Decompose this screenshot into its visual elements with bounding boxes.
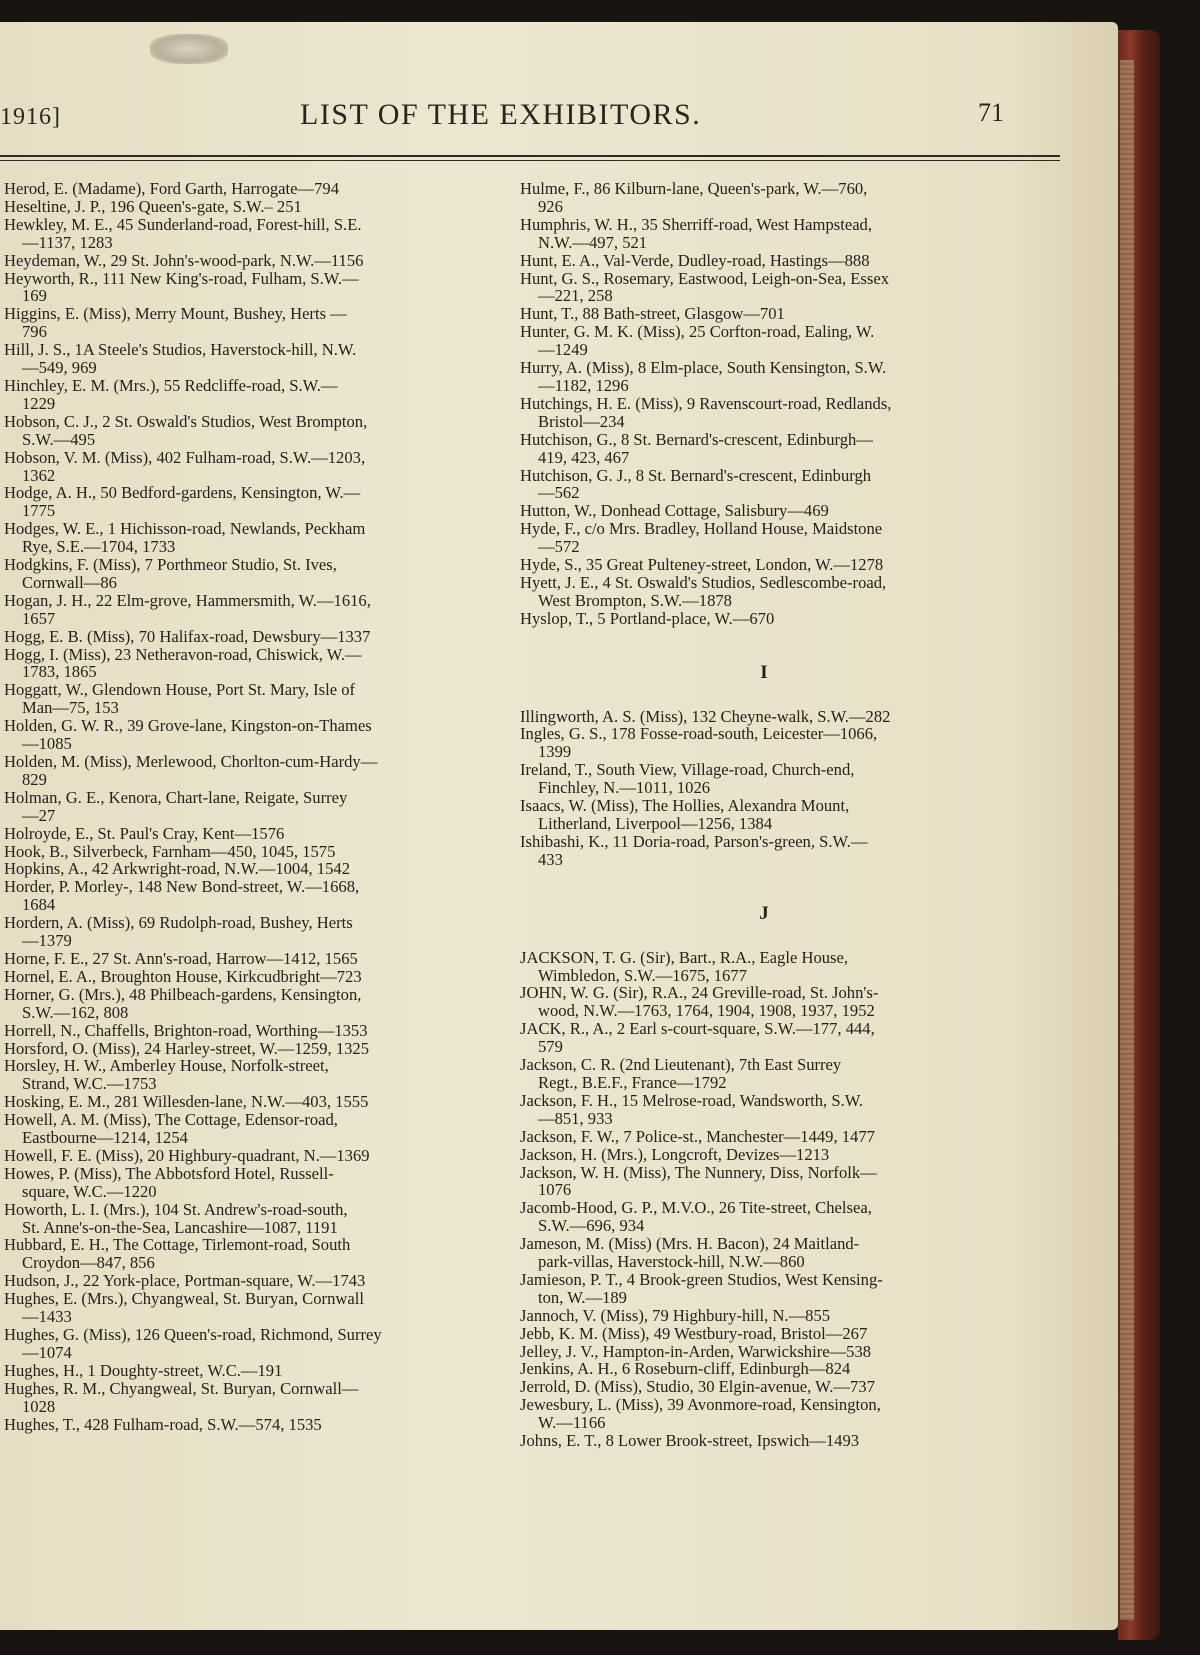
exhibitor-entry	[520, 1056, 1008, 1092]
exhibitor-entry	[520, 725, 1008, 761]
exhibitor-entry	[4, 1057, 492, 1093]
exhibitor-entry	[4, 628, 492, 646]
exhibitor-entry	[520, 520, 1008, 556]
entry-line: Illingworth, A. S. (Miss), 132 Cheyne-walk, S.W.—282	[520, 706, 891, 726]
exhibitor-entry	[520, 1235, 1008, 1271]
entry-line: Howell, A. M. (Miss), The Cottage, Edensor-road,	[4, 1110, 338, 1130]
entry-line: Jelley, J. V., Hampton-in-Arden, Warwickshire—538	[520, 1341, 872, 1361]
entry-continuation: Eastbourne—1214, 1254	[22, 1128, 188, 1148]
exhibitor-entry	[520, 574, 1008, 610]
entry-line: Hoggatt, W., Glendown House, Port St. Mary, Isle of	[4, 680, 356, 700]
entry-line: Horsford, O. (Miss), 24 Harley-street, W.—1259, 1325	[4, 1038, 370, 1058]
exhibitor-entry	[4, 825, 492, 843]
exhibitor-entry	[520, 180, 1008, 216]
entry-line: Hunt, G. S., Rosemary, Eastwood, Leigh-on-Sea, Essex	[520, 268, 889, 288]
entry-line: Hornel, E. A., Broughton House, Kirkcudbright—723	[4, 966, 362, 986]
exhibitor-entry	[520, 708, 1008, 726]
entry-continuation: 1783, 1865	[22, 662, 97, 682]
entry-line: JACK, R., A., 2 Earl s-court-square, S.W.—177, 444,	[520, 1019, 875, 1039]
entry-continuation: S.W.—162, 808	[22, 1002, 129, 1022]
exhibitor-entry	[520, 1092, 1008, 1128]
entry-line: Hill, J. S., 1A Steele's Studios, Haverstock-hill, N.W.	[4, 340, 357, 360]
entry-line: Hinchley, E. M. (Mrs.), 55 Redcliffe-road, S.W.—	[4, 375, 338, 395]
exhibitor-entry	[520, 1164, 1008, 1200]
entry-continuation: —1085	[22, 734, 72, 754]
entry-line: Holman, G. E., Kenora, Chart-lane, Reigate, Surrey	[4, 787, 348, 807]
entry-line: Hurry, A. (Miss), 8 Elm-place, South Kensington, S.W.	[520, 358, 887, 378]
exhibitor-entry	[520, 610, 1008, 628]
exhibitor-entry	[520, 1325, 1008, 1343]
entry-line: Jackson, F. H., 15 Melrose-road, Wandsworth, S.W.	[520, 1090, 864, 1110]
entry-line: Horsley, H. W., Amberley House, Norfolk-street,	[4, 1056, 329, 1076]
exhibitor-entry	[4, 878, 492, 914]
header-rule	[0, 155, 1060, 157]
entry-line: Hogan, J. H., 22 Elm-grove, Hammersmith, W.—1616,	[4, 590, 371, 610]
exhibitor-entry	[4, 1272, 492, 1290]
entry-continuation: park-villas, Haverstock-hill, N.W.—860	[538, 1252, 805, 1272]
entry-line: Jewesbury, L. (Miss), 39 Avonmore-road, Kensington,	[520, 1395, 881, 1415]
entry-continuation: —1074	[22, 1342, 72, 1362]
page-stack	[1120, 60, 1134, 1620]
exhibitor-entry	[520, 797, 1008, 833]
exhibitor-entry	[4, 592, 492, 628]
entry-line: Holden, G. W. R., 39 Grove-lane, Kingston-on-Thames	[4, 716, 372, 736]
entry-line: Hogg, E. B. (Miss), 70 Halifax-road, Dewsbury—1337	[4, 626, 371, 646]
exhibitor-entry	[4, 789, 492, 825]
entry-continuation: St. Anne's-on-the-Sea, Lancashire—1087, 1191	[22, 1217, 338, 1237]
entry-line: Hopkins, A., 42 Arkwright-road, N.W.—1004, 1542	[4, 859, 350, 879]
exhibitor-entry	[520, 395, 1008, 431]
entries-i	[520, 708, 1008, 869]
entry-line: Jacomb-Hood, G. P., M.V.O., 26 Tite-street, Chelsea,	[520, 1198, 872, 1218]
exhibitor-entry	[520, 431, 1008, 467]
entry-line: Hubbard, E. H., The Cottage, Tirlemont-road, South	[4, 1235, 351, 1255]
exhibitor-entry	[4, 843, 492, 861]
exhibitor-entry	[4, 1111, 492, 1147]
exhibitor-entry	[4, 681, 492, 717]
header-rule-thin	[0, 160, 1060, 161]
entry-line: Hyde, F., c/o Mrs. Bradley, Holland House, Maidstone	[520, 519, 883, 539]
entry-line: Hughes, E. (Mrs.), Chyangweal, St. Buryan, Cornwall	[4, 1289, 364, 1309]
thumb-mark	[150, 34, 228, 64]
entry-line: Humphris, W. H., 35 Sherriff-road, West Hampstead,	[520, 214, 872, 234]
exhibitor-entry	[520, 1378, 1008, 1396]
entry-line: Jackson, H. (Mrs.), Longcroft, Devizes—1213	[520, 1144, 830, 1164]
entry-continuation: —1137, 1283	[22, 232, 113, 252]
section-heading-i: I	[760, 661, 768, 683]
entry-continuation: 1399	[538, 742, 572, 762]
exhibitor-entry	[4, 1290, 492, 1326]
exhibitor-entry	[4, 180, 492, 198]
exhibitor-entry	[4, 1147, 492, 1165]
entry-line: Howes, P. (Miss), The Abbotsford Hotel, Russell-	[4, 1163, 334, 1183]
page-number: 71	[978, 98, 1004, 127]
entry-line: Hordern, A. (Miss), 69 Rudolph-road, Bushey, Herts	[4, 913, 353, 933]
exhibitor-entry	[520, 1271, 1008, 1307]
entry-line: Horrell, N., Chaffells, Brighton-road, Worthing—1353	[4, 1020, 368, 1040]
entry-continuation: wood, N.W.—1763, 1764, 1904, 1908, 1937, 1952	[538, 1001, 875, 1021]
running-header	[0, 94, 1118, 134]
entry-line: Hyett, J. E., 4 St. Oswald's Studios, Sedlescombe-road,	[520, 572, 887, 592]
exhibitor-entry	[520, 1199, 1008, 1235]
exhibitor-entry	[4, 556, 492, 592]
entry-continuation: Man—75, 153	[22, 698, 119, 718]
exhibitor-entry	[520, 323, 1008, 359]
exhibitor-entry	[520, 556, 1008, 574]
entry-continuation: 169	[22, 286, 47, 306]
exhibitor-entry	[4, 717, 492, 753]
exhibitor-entry	[4, 341, 492, 377]
entry-line: Jerrold, D. (Miss), Studio, 30 Elgin-avenue, W.—737	[520, 1377, 875, 1397]
exhibitor-entry	[520, 270, 1008, 306]
exhibitor-entry	[4, 1165, 492, 1201]
exhibitor-entry	[520, 359, 1008, 395]
entry-continuation: Strand, W.C.—1753	[22, 1074, 157, 1094]
exhibitor-entry	[520, 833, 1008, 869]
exhibitor-entry	[4, 305, 492, 341]
entry-continuation: Croydon—847, 856	[22, 1253, 155, 1273]
entry-line: Higgins, E. (Miss), Merry Mount, Bushey, Herts —	[4, 304, 347, 324]
entry-continuation: 579	[538, 1037, 563, 1057]
entry-continuation: —549, 969	[22, 358, 97, 378]
exhibitor-entry	[520, 467, 1008, 503]
entry-continuation: 419, 423, 467	[538, 447, 630, 467]
exhibitor-entry	[4, 270, 492, 306]
entry-line: Hughes, T., 428 Fulham-road, S.W.—574, 1535	[4, 1414, 322, 1434]
entry-line: Jameson, M. (Miss) (Mrs. H. Bacon), 24 Maitland-	[520, 1234, 860, 1254]
entry-continuation: Regt., B.E.F., France—1792	[538, 1072, 727, 1092]
entry-line: Horne, F. E., 27 St. Ann's-road, Harrow—1412, 1565	[4, 948, 358, 968]
entry-continuation: 926	[538, 196, 563, 216]
entry-line: Hutchings, H. E. (Miss), 9 Ravenscourt-road, Redlands,	[520, 393, 892, 413]
entry-continuation: —562	[538, 483, 580, 503]
entry-continuation: Litherland, Liverpool—1256, 1384	[538, 814, 773, 833]
entry-line: Jenkins, A. H., 6 Roseburn-cliff, Edinburgh—824	[520, 1359, 851, 1379]
entry-continuation: Finchley, N.—1011, 1026	[538, 778, 711, 798]
entry-line: Isaacs, W. (Miss), The Hollies, Alexandra Mount,	[520, 796, 850, 816]
exhibitor-entry	[4, 413, 492, 449]
book-page	[0, 22, 1118, 1630]
entry-continuation: 1028	[22, 1396, 56, 1416]
entry-continuation: 1076	[538, 1180, 572, 1200]
entry-line: Heseltine, J. P., 196 Queen's-gate, S.W.– 251	[4, 196, 302, 216]
exhibitor-entry	[520, 1128, 1008, 1146]
entry-continuation: 1684	[22, 895, 56, 915]
entry-line: Hobson, C. J., 2 St. Oswald's Studios, West Brompton,	[4, 411, 368, 431]
exhibitor-entry	[4, 252, 492, 270]
entry-continuation: Cornwall—86	[22, 572, 117, 592]
exhibitor-entry	[520, 1360, 1008, 1378]
entry-line: Heydeman, W., 29 St. John's-wood-park, N.W.—1156	[4, 250, 364, 270]
exhibitor-entry	[520, 949, 1008, 985]
entry-line: Herod, E. (Madame), Ford Garth, Harrogate—794	[4, 179, 339, 198]
entries-h	[520, 180, 1008, 628]
entries-j	[520, 949, 1008, 1450]
entry-line: JACKSON, T. G. (Sir), Bart., R.A., Eagle House,	[520, 947, 849, 967]
exhibitor-entry	[4, 753, 492, 789]
entry-continuation: ton, W.—189	[538, 1287, 627, 1307]
exhibitor-entry	[4, 1380, 492, 1416]
entry-line: Hughes, R. M., Chyangweal, St. Buryan, Cornwall—	[4, 1378, 359, 1398]
entry-line: Holroyde, E., St. Paul's Cray, Kent—1576	[4, 823, 285, 843]
section-heading-j: J	[759, 902, 769, 924]
exhibitor-entry	[520, 1343, 1008, 1361]
entry-continuation: Wimbledon, S.W.—1675, 1677	[538, 965, 747, 985]
entry-continuation: S.W.—495	[22, 429, 96, 449]
entry-continuation: 433	[538, 849, 563, 869]
exhibitor-entry	[4, 1040, 492, 1058]
entry-line: Hudson, J., 22 York-place, Portman-square, W.—1743	[4, 1271, 366, 1291]
entry-continuation: —851, 933	[538, 1108, 613, 1128]
entry-line: Hutchison, G. J., 8 St. Bernard's-crescent, Edinburgh	[520, 465, 872, 485]
exhibitor-entry	[520, 216, 1008, 252]
entry-continuation: —1249	[538, 340, 588, 360]
exhibitor-entry	[4, 1326, 492, 1362]
entry-line: Howell, F. E. (Miss), 20 Highbury-quadrant, N.—1369	[4, 1145, 370, 1165]
entry-line: Hughes, G. (Miss), 126 Queen's-road, Richmond, Surrey	[4, 1325, 382, 1344]
entry-line: Holden, M. (Miss), Merlewood, Chorlton-cum-Hardy—	[4, 752, 378, 771]
entry-line: Jannoch, V. (Miss), 79 Highbury-hill, N.—855	[520, 1305, 831, 1325]
entry-line: Hunter, G. M. K. (Miss), 25 Corfton-road, Ealing, W.	[520, 322, 875, 342]
exhibitor-entry	[520, 1432, 1008, 1450]
exhibitor-entry	[520, 1146, 1008, 1164]
entry-line: Hutton, W., Donhead Cottage, Salisbury—469	[520, 501, 829, 521]
exhibitor-entry	[4, 377, 492, 413]
exhibitor-entry	[4, 1201, 492, 1237]
entry-line: Jebb, K. M. (Miss), 49 Westbury-road, Bristol—267	[520, 1323, 868, 1343]
entry-continuation: Rye, S.E.—1704, 1733	[22, 537, 176, 557]
entry-line: Hodgkins, F. (Miss), 7 Porthmeor Studio, St. Ives,	[4, 555, 337, 575]
entry-line: Jackson, C. R. (2nd Lieutenant), 7th East Surrey	[520, 1055, 842, 1075]
entry-continuation: 829	[22, 769, 47, 789]
entry-line: JOHN, W. G. (Sir), R.A., 24 Greville-road, St. John's-	[520, 983, 879, 1003]
entry-continuation: 1229	[22, 393, 56, 413]
entry-line: Johns, E. T., 8 Lower Brook-street, Ipswich—1493	[520, 1431, 860, 1451]
exhibitor-entry	[4, 484, 492, 520]
entry-line: Horder, P. Morley-, 148 New Bond-street, W.—1668,	[4, 877, 360, 897]
entry-line: Jamieson, P. T., 4 Brook-green Studios, West Kensing-	[520, 1269, 883, 1289]
entry-continuation: —1182, 1296	[538, 375, 629, 395]
exhibitor-entry	[4, 1236, 492, 1272]
entry-line: Hyslop, T., 5 Portland-place, W.—670	[520, 608, 775, 628]
entry-line: Jackson, F. W., 7 Police-st., Manchester—1449, 1477	[520, 1126, 875, 1146]
exhibitor-entry	[520, 761, 1008, 797]
entry-line: Ishibashi, K., 11 Doria-road, Parson's-green, S.W.—	[520, 831, 868, 851]
entry-line: Jackson, W. H. (Miss), The Nunnery, Diss, Norfolk—	[520, 1162, 877, 1182]
exhibitor-entry	[4, 1093, 492, 1111]
entry-line: Hughes, H., 1 Doughty-street, W.C.—191	[4, 1360, 283, 1380]
exhibitor-entry	[520, 252, 1008, 270]
exhibitor-entry	[4, 860, 492, 878]
entry-line: Hodge, A. H., 50 Bedford-gardens, Kensington, W.—	[4, 483, 361, 503]
entry-line: Hulme, F., 86 Kilburn-lane, Queen's-park, W.—760,	[520, 179, 868, 198]
exhibitor-entry	[520, 984, 1008, 1020]
entry-continuation: S.W.—696, 934	[538, 1216, 645, 1236]
entry-continuation: 1775	[22, 501, 56, 521]
exhibitor-entry	[520, 1396, 1008, 1432]
entry-line: Hodges, W. E., 1 Hichisson-road, Newlands, Peckham	[4, 519, 366, 539]
exhibitor-entry	[4, 449, 492, 485]
header-year: 1916]	[0, 104, 61, 130]
entry-line: Heyworth, R., 111 New King's-road, Fulham, S.W.—	[4, 268, 359, 288]
entry-line: Hyde, S., 35 Great Pulteney-street, London, W.—1278	[520, 555, 884, 575]
right-column	[520, 180, 1008, 1450]
entry-line: Horner, G. (Mrs.), 48 Philbeach-gardens, Kensington,	[4, 984, 362, 1004]
exhibitor-entry	[4, 950, 492, 968]
page-title: LIST OF THE EXHIBITORS.	[300, 98, 702, 131]
exhibitor-entry	[4, 1022, 492, 1040]
exhibitor-entry	[4, 968, 492, 986]
entry-continuation: Bristol—234	[538, 411, 625, 431]
exhibitor-entry	[4, 1362, 492, 1380]
entry-line: Hogg, I. (Miss), 23 Netheravon-road, Chiswick, W.—	[4, 644, 362, 664]
entry-line: Hobson, V. M. (Miss), 402 Fulham-road, S.W.—1203,	[4, 447, 366, 467]
entry-continuation: 1657	[22, 608, 56, 628]
entry-continuation: N.W.—497, 521	[538, 232, 648, 252]
entry-continuation: 1362	[22, 465, 56, 485]
exhibitor-entry	[520, 1307, 1008, 1325]
entry-line: Hunt, T., 88 Bath-street, Glasgow—701	[520, 304, 785, 324]
entry-line: Howorth, L. I. (Mrs.), 104 St. Andrew's-road-south,	[4, 1199, 348, 1219]
entry-continuation: —221, 258	[538, 286, 613, 306]
entry-line: Ingles, G. S., 178 Fosse-road-south, Leicester—1066,	[520, 724, 878, 744]
entry-line: Hutchison, G., 8 St. Bernard's-crescent, Edinburgh—	[520, 429, 873, 449]
entry-line: Hunt, E. A., Val-Verde, Dudley-road, Hastings—888	[520, 250, 870, 270]
entry-line: Hosking, E. M., 281 Willesden-lane, N.W.—403, 1555	[4, 1092, 369, 1112]
exhibitor-entry	[4, 198, 492, 216]
entry-continuation: —572	[538, 537, 580, 557]
entry-continuation: —27	[22, 805, 56, 825]
left-column	[4, 180, 492, 1433]
exhibitor-entry	[4, 216, 492, 252]
entry-continuation: square, W.C.—1220	[22, 1181, 157, 1201]
entry-continuation: —1433	[22, 1307, 72, 1327]
exhibitor-entry	[520, 305, 1008, 323]
entry-continuation: W.—1166	[538, 1413, 606, 1433]
exhibitor-entry	[4, 520, 492, 556]
exhibitor-entry	[520, 1020, 1008, 1056]
exhibitor-entry	[4, 1416, 492, 1434]
entry-line: Ireland, T., South View, Village-road, Church-end,	[520, 760, 855, 780]
exhibitor-entry	[4, 986, 492, 1022]
exhibitor-entry	[520, 502, 1008, 520]
exhibitor-entry	[4, 914, 492, 950]
entry-continuation: —1379	[22, 931, 72, 951]
entry-line: Hook, B., Silverbeck, Farnham—450, 1045, 1575	[4, 841, 336, 861]
entry-continuation: West Brompton, S.W.—1878	[538, 590, 732, 610]
exhibitor-entry	[4, 646, 492, 682]
entry-continuation: 796	[22, 322, 47, 342]
entry-line: Hewkley, M. E., 45 Sunderland-road, Forest-hill, S.E.	[4, 214, 362, 234]
